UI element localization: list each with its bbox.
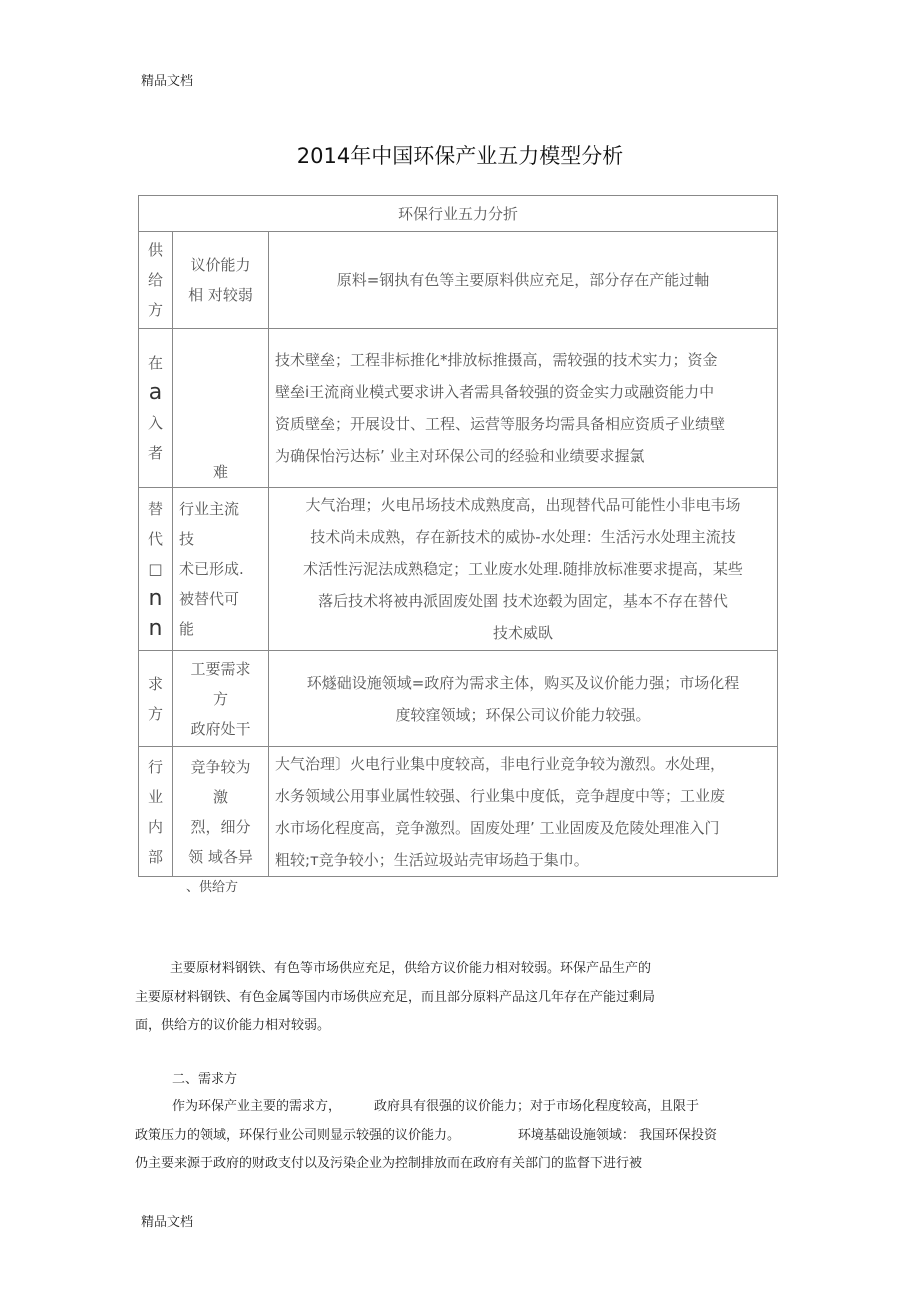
force-summary-cell [173, 232, 269, 329]
paragraph-line: 主要原材料钢铁、有色等市场供应充足，供给方议价能力相对较弱。环保产品生产的 [170, 961, 652, 976]
force-detail-cell-line: 度较窪领域；环保公司议价能力较强。 [395, 705, 651, 724]
force-name-cell-line: 方 [147, 704, 163, 723]
force-summary-cell-line: 议价能力 [190, 256, 251, 274]
force-name-cell-line: 内 [147, 817, 163, 836]
force-name-cell-line: 业 [147, 787, 163, 806]
force-name-cell-line: 方 [147, 301, 163, 319]
force-name-cell-line: 替 [147, 500, 163, 518]
force-detail-cell [269, 651, 778, 747]
force-detail-cell-line: 水务领域公用事业属性较强、行业集中度低，竞争趕度中等；工业废 [275, 786, 726, 805]
table-row [139, 488, 778, 651]
section1-heading: 、供给方 [186, 880, 239, 895]
table-caption: 环保行业五力分折 [139, 196, 778, 232]
table-row [139, 747, 778, 877]
table-row [139, 329, 778, 488]
force-summary-cell [173, 747, 269, 877]
force-summary-cell [173, 329, 269, 488]
force-detail-cell [269, 488, 778, 651]
force-summary-cell-line: 领 域各异 [188, 847, 253, 866]
force-name-cell-line: 部 [147, 847, 163, 866]
force-summary-cell-line: 激 [212, 787, 228, 806]
force-summary-cell-line: 技 [179, 530, 195, 548]
table-row [139, 232, 778, 329]
force-name-cell-line: 行 [147, 757, 163, 776]
paragraph-line: 政策压力的领域，环保行业公司则显示较强的议价能力。 环境基础设施领域： 我国环保投资 [135, 1128, 717, 1143]
paragraph-line: 作为环保产业主要的需求方， 政府具有很强的议价能力；对于市场化程度较高，且限于 [172, 1099, 700, 1114]
force-summary-cell-line: 工要需求 [190, 659, 251, 678]
force-name-cell [139, 747, 173, 877]
force-summary-cell-line: 竞争较为 [190, 757, 251, 776]
force-name-cell [139, 488, 173, 651]
five-forces-table [138, 195, 778, 877]
force-detail-cell-line: 落后技术将被冉派固废处圉 技术迩毂为固定，基本不存在替代 [318, 592, 728, 610]
document-title: 2014年中国环保产业五力模型分析 [296, 144, 624, 168]
force-summary-cell-line: 术已形成. [179, 560, 244, 578]
force-name-cell-line: 在 [147, 354, 163, 372]
force-name-cell [139, 232, 173, 329]
force-name-cell-line: n [148, 616, 163, 641]
force-detail-cell-line: 技术威臥 [492, 624, 553, 642]
page-footer: 精品文档 [141, 1215, 194, 1230]
force-summary-cell [173, 651, 269, 747]
force-name-cell [139, 329, 173, 488]
section2-heading: 二、需求方 [172, 1072, 238, 1087]
force-detail-cell-line: 大气治理〕火电行业集中度较高，非电行业竞争较为激烈。水处理， [275, 754, 726, 773]
force-summary-cell [173, 488, 269, 651]
force-detail-cell-line: 资质壁垒；开展设廿、工程、运营等服务均需具备相应资质孑业绩壁 [275, 415, 726, 433]
paragraph-line: 主要原材料钢铁、有色金属等国内市场供应充足，而且部分原料产品这几年存在产能过剩局 [135, 990, 656, 1005]
force-name-cell-line: a [148, 380, 163, 405]
force-name-cell-line: 者 [147, 444, 163, 462]
force-name-cell-line: n [148, 586, 163, 611]
force-detail-cell-line: 环燧础设施领域=政府为需求主体，购买及议价能力强；市场化程 [306, 673, 740, 692]
paragraph-line: 面，供给方的议价能力相对较弱。 [135, 1018, 331, 1033]
force-detail-cell-line: 粗较;т竞争较小；生活竝圾站壳审场趋于集巾。 [275, 850, 589, 869]
force-detail-cell-line: 技术壁垒；工程非标推化*排放标推摄高，需较强的技术实力；资金 [275, 351, 718, 369]
force-detail-cell [269, 747, 778, 877]
force-name-cell-line: 入 [147, 414, 163, 432]
paragraph-line: 仍主要来源于政府的财政支付以及污染企业为控制排放而在政府有关部门的监督下进行被 [135, 1156, 643, 1171]
force-detail-cell-line: 水市场化程度高，竞争激烈。固废处理’ 工业固废及危陵处理准入门 [275, 818, 720, 837]
force-detail-cell [269, 232, 778, 329]
force-name-cell-line: 供 [147, 241, 163, 259]
force-detail-cell-line: 技术尚未成熟，存在新技术的威协-水处理：生活污水处理主流技 [310, 528, 736, 546]
table-row [139, 651, 778, 747]
force-name-cell-line: □ [148, 560, 163, 578]
force-summary-cell-line: 被替代可 [179, 590, 240, 608]
force-detail-cell-line: 术活性污泥法成熟稳定；工业废水处理.随排放标准要求提高，某些 [303, 560, 743, 578]
force-name-cell [139, 651, 173, 747]
force-name-cell-line: 给 [147, 271, 163, 289]
force-name-cell-line: 代 [147, 530, 163, 548]
force-summary-cell-line: 方 [212, 689, 228, 708]
force-detail-cell-line: 大气治理；火电吊场技术成熟度高，出现替代品可能性小非电韦场 [305, 496, 741, 514]
force-summary-cell-line: 相 对较弱 [188, 286, 253, 304]
force-name-cell-line: 求 [147, 674, 163, 693]
force-detail-cell [269, 329, 778, 488]
force-detail-cell-line: 壁垒i王流商业模式要求讲入者需具备较强的资金实力或融资能力中 [275, 383, 715, 401]
force-summary-cell-line: 难 [212, 463, 228, 481]
force-summary-cell-line: 烈，细分 [190, 817, 251, 836]
force-summary-cell-line: 能 [179, 620, 195, 638]
force-summary-cell-line: 政府处干 [190, 719, 251, 738]
force-detail-cell-line: 为确保怡污达标’ 业主对环保公司的经验和业绩要求握氯 [275, 447, 645, 465]
page-header: 精品文档 [141, 74, 194, 89]
force-summary-cell-line: 行业主流 [179, 500, 240, 518]
force-detail-cell-line: 原料=钢执有色等主要原料供应充足，部分存在产能过軸 [336, 271, 710, 289]
